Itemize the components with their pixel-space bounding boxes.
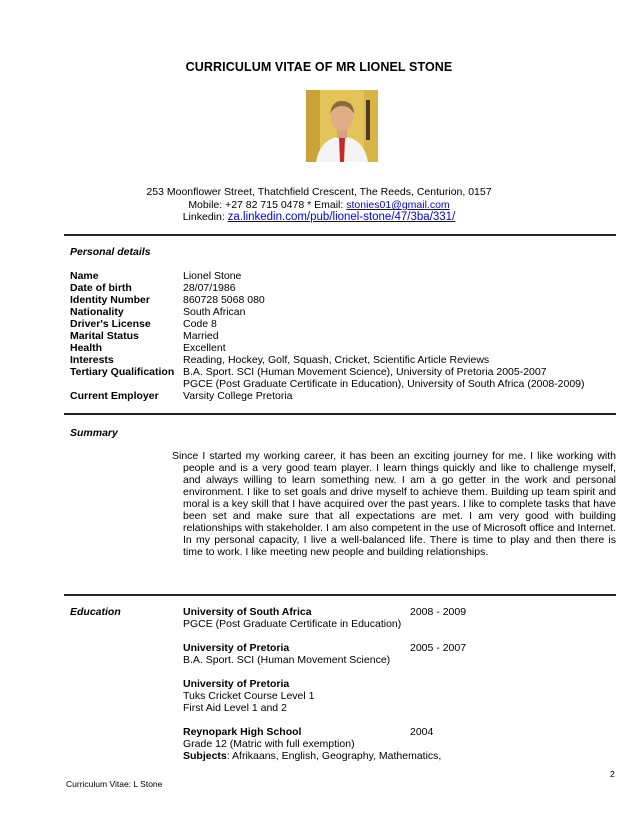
divider <box>64 234 616 236</box>
institution-name: University of Pretoria <box>183 642 290 654</box>
detail-value: Code 8 <box>183 318 217 330</box>
detail-key: Date of birth <box>70 282 132 294</box>
qualification-line: B.A. Sport. SCI (Human Movement Science) <box>183 654 391 666</box>
qualification-line: First Aid Level 1 and 2 <box>183 702 287 714</box>
linkedin-line <box>0 211 638 224</box>
institution-name: Reynopark High School <box>183 726 302 738</box>
detail-value: PGCE (Post Graduate Certificate in Education), University of South Africa (2008-2009) <box>183 378 585 390</box>
detail-key: Tertiary Qualification <box>70 366 175 378</box>
personal-details-heading: Personal details <box>70 246 151 258</box>
detail-value: South African <box>183 306 246 318</box>
detail-key: Identity Number <box>70 294 150 306</box>
email-link[interactable]: stonies01@gmail.com <box>346 199 450 211</box>
divider <box>64 413 616 415</box>
detail-key: Name <box>70 270 99 282</box>
divider <box>64 594 616 596</box>
detail-key: Nationality <box>70 306 124 318</box>
detail-key: Marital Status <box>70 330 139 342</box>
detail-value: 860728 5068 080 <box>183 294 265 306</box>
detail-value: Married <box>183 330 219 342</box>
footer-text: Curriculum Vitae: L Stone <box>66 779 163 789</box>
qualification-line: PGCE (Post Graduate Certificate in Education) <box>183 618 402 630</box>
detail-value: Reading, Hockey, Golf, Squash, Cricket, Scientific Article Reviews <box>183 354 490 366</box>
qualification-line: Grade 12 (Matric with full exemption) <box>183 738 355 750</box>
detail-key: Driver's License <box>70 318 151 330</box>
education-entry <box>183 678 563 714</box>
detail-value: Varsity College Pretoria <box>183 390 293 402</box>
education-years: 2005 - 2007 <box>410 642 467 654</box>
detail-key: Health <box>70 342 103 354</box>
detail-key: Interests <box>70 354 114 366</box>
document-title: CURRICULUM VITAE OF MR LIONEL STONE <box>185 60 453 74</box>
education-years: 2008 - 2009 <box>410 606 467 618</box>
subjects-line <box>183 750 563 762</box>
address-line: 253 Moonflower Street, Thatchfield Crescent, The Reeds, Centurion, 0157 <box>146 186 492 198</box>
qualification-line: Tuks Cricket Course Level 1 <box>183 690 315 702</box>
education-years: 2004 <box>410 726 434 738</box>
detail-value: Excellent <box>183 342 226 354</box>
mobile-label: Mobile: +27 82 715 0478 * Email: <box>188 199 347 211</box>
education-entry <box>183 606 563 630</box>
summary-heading: Summary <box>70 427 118 439</box>
detail-value: 28/07/1986 <box>183 282 236 294</box>
summary-paragraph: Since I started my working career, it has been an exciting journey for me. I like working with people and is a very good team player. I learn things quickly and like to challenge myself, and always willing to learn something new. I am a go getter in the work and personal environment. I like to set goals and drive myself to achieve them. Building up team spirit and moral is a key skill that I have acquired over the past years. I like to complete tasks that have been set and make sure that all expectations are met. I am very good with building relationships with stakeholder. I am also competent in the use of Microsoft office and Internet. In my personal capacity, I live a well-balanced life. There is time to play and then there is time to work. I like meeting new people and building relationships. <box>172 450 616 558</box>
profile-photo <box>306 90 378 162</box>
detail-key: Current Employer <box>70 390 159 402</box>
education-entry <box>183 726 563 762</box>
page-number: 2 <box>610 769 615 779</box>
institution-name: University of Pretoria <box>183 678 290 690</box>
subjects-value: : Afrikaans, English, Geography, Mathematics, <box>226 750 442 762</box>
detail-value: Lionel Stone <box>183 270 242 282</box>
subjects-label: Subjects <box>183 750 227 762</box>
institution-name: University of South Africa <box>183 606 312 618</box>
education-entry <box>183 642 563 666</box>
linkedin-link[interactable]: za.linkedin.com/pub/lionel-stone/47/3ba/331/ <box>227 211 456 223</box>
detail-value: B.A. Sport. SCI (Human Movement Science), University of Pretoria 2005-2007 <box>183 366 547 378</box>
education-heading: Education <box>70 606 121 618</box>
linkedin-label: Linkedin: <box>182 211 228 223</box>
summary-text <box>172 450 616 558</box>
